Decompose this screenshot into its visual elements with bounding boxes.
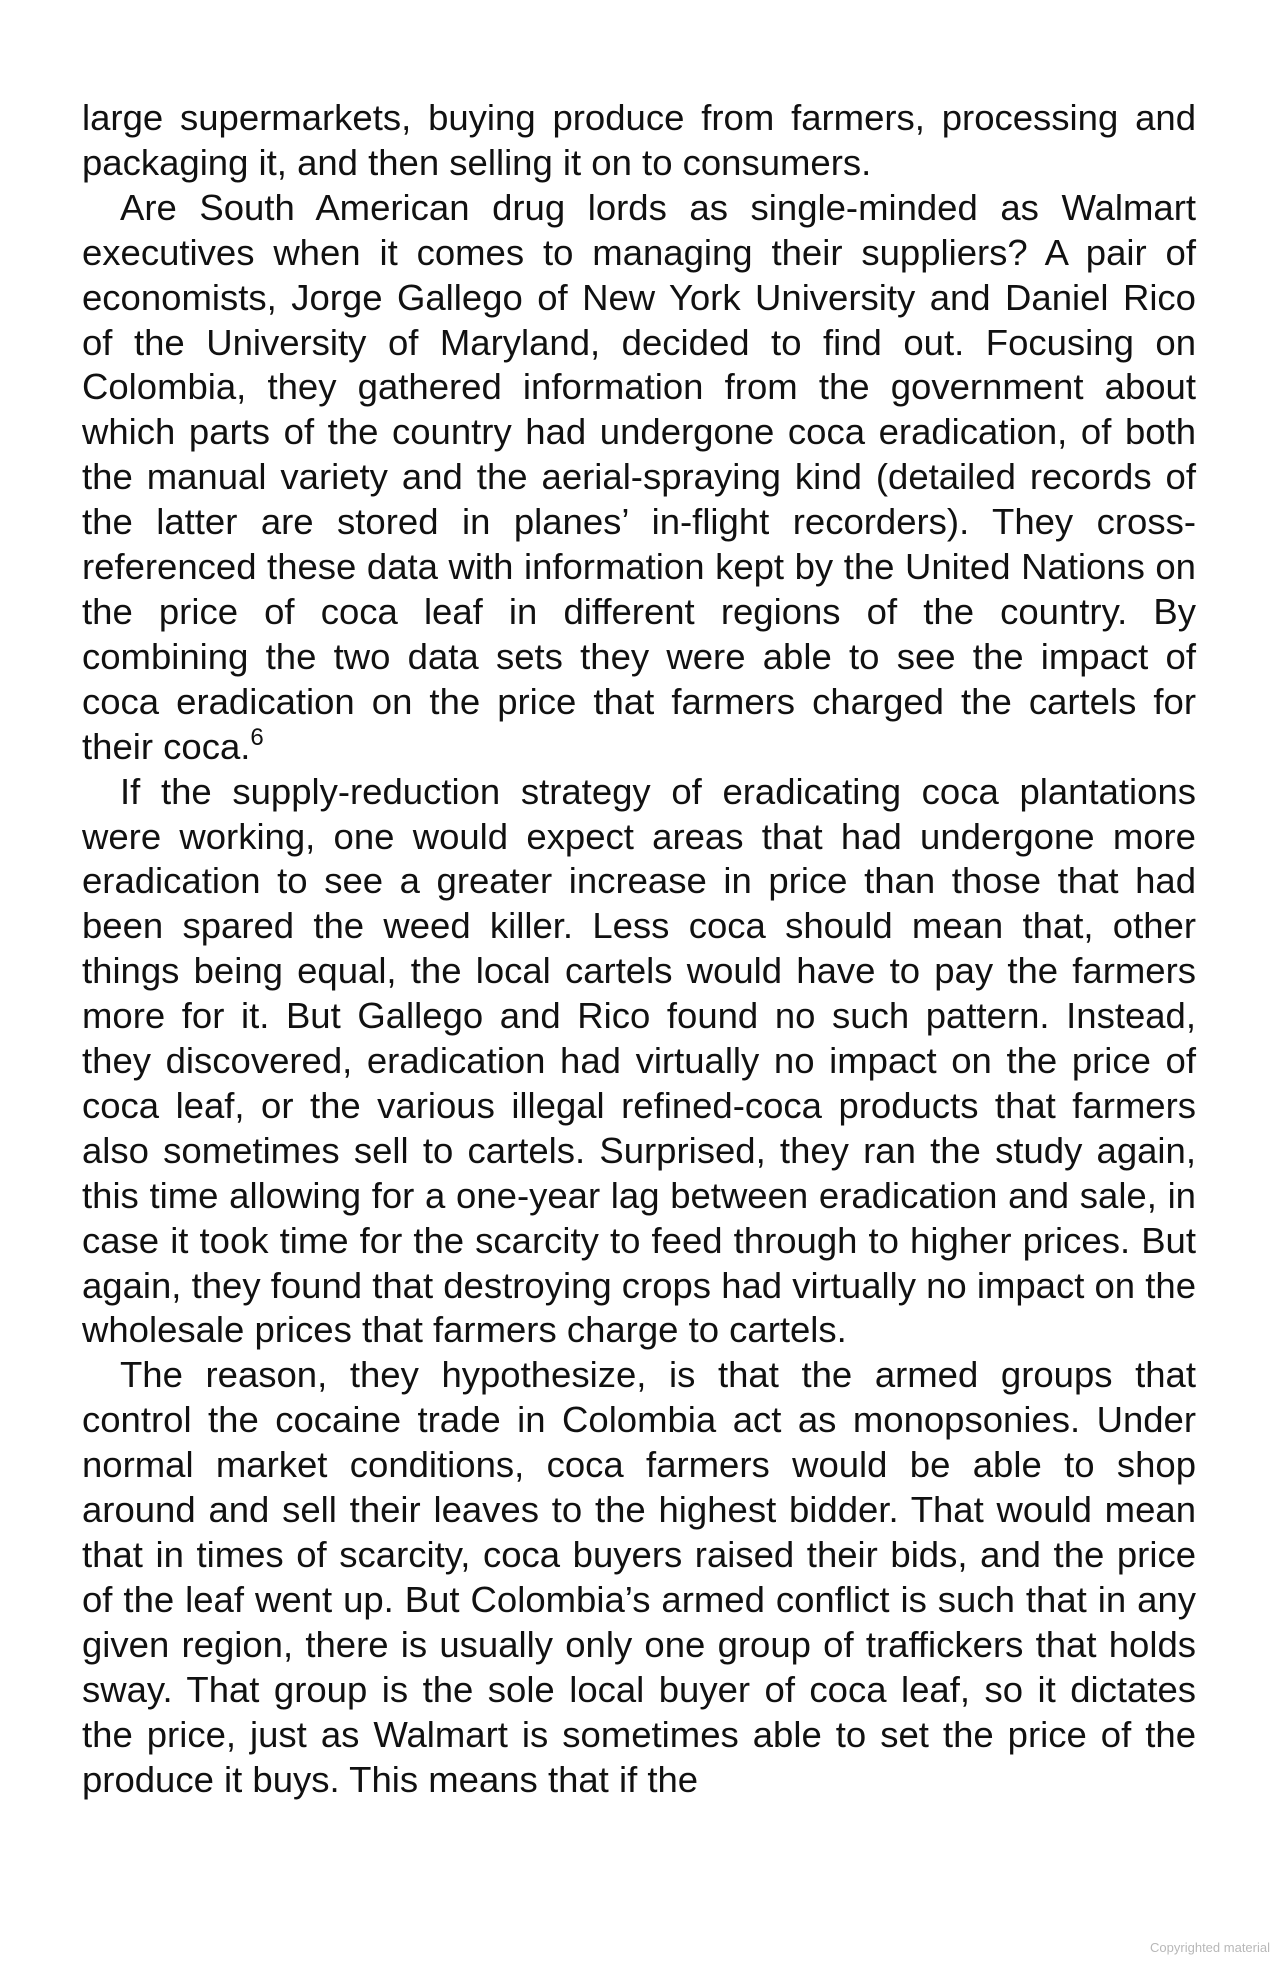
page-body [82,96,1196,1802]
paragraph-4-text: The reason, they hypothesize, is that the armed groups that control the cocaine trade in Colombia act as monopsonies. Under normal market conditions, coca farmers would be able to shop around and sell their leaves to the highest bidder. That would mean that in times of scarcity, coca buyers raised their bids, and the price of the leaf went up. But Colombia’s armed conflict is such that in any given region, there is usually only one group of traffickers that holds sway. That group is the sole local buyer of coca leaf, so it dictates the price, just as Walmart is sometimes able to set the price of the produce it buys. This means that if the [82,1354,1196,1800]
paragraph-2-text: Are South American drug lords as single-minded as Walmart executives when it comes to managing their suppliers? A pair of economists, Jorge Gallego of New York University and Daniel Rico of the University of Maryland, decided to find out. Focusing on Colombia, they gathered information from the government about which parts of the country had undergone coca eradication, of both the manual variety and the aerial-spraying kind (detailed records of the latter are stored in planes’ in-flight recorders). They cross-referenced these data with information kept by the United Nations on the price of coca leaf in different regions of the country. By combining the two data sets they were able to see the impact of coca eradication on the price that farmers charged the cartels for their coca. [82,186,1196,767]
paragraph-3-text: If the supply-reduction strategy of eradicating coca plantations were working, one would expect areas that had undergone more eradication to see a greater increase in price than those that had been spared the weed killer. Less coca should mean that, other things being equal, the local cartels would have to pay the farmers more for it. But Gallego and Rico found no such pattern. Instead, they discovered, eradication had virtually no impact on the price of coca leaf, or the various illegal refined-coca products that farmers also sometimes sell to cartels. Surprised, they ran the study again, this time allowing for a one-year lag between eradication and sale, in case it took time for the scarcity to feed through to higher prices. But again, they found that destroying crops had virtually no impact on the wholesale prices that farmers charge to cartels. [82,770,1196,1351]
paragraph-1 [82,96,1196,186]
paragraph-2 [82,186,1196,770]
paragraph-1-text: large supermarkets, buying produce from farmers, processing and packaging it, and then selling it on to consumers. [82,97,1196,183]
paragraph-3 [82,770,1196,1354]
footnote-marker[interactable]: 6 [250,723,264,751]
copyright-watermark: Copyrighted material [1150,1940,1270,1955]
paragraph-4 [82,1353,1196,1802]
